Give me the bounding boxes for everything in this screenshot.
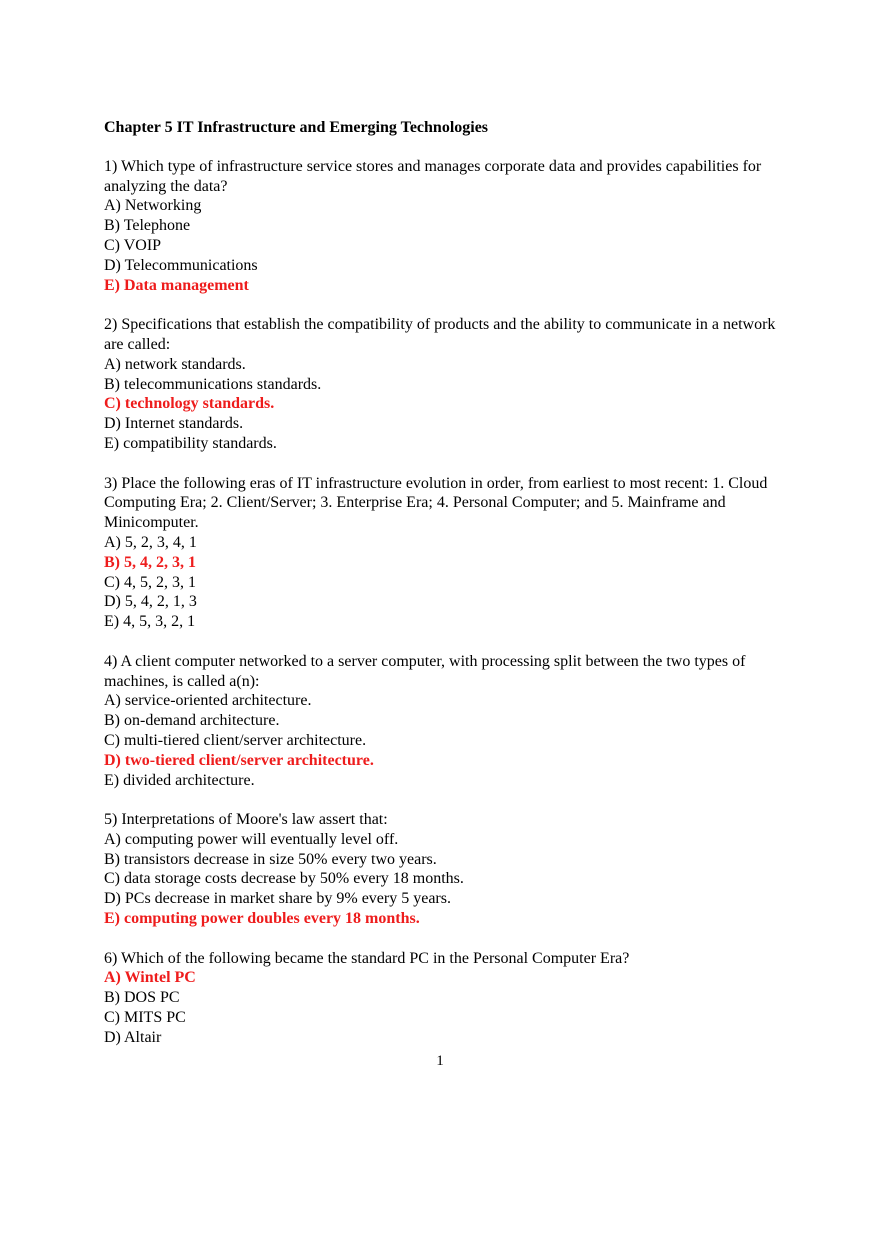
- answer-option: B) Telephone: [104, 217, 191, 235]
- question-text: 4) A client computer networked to a server computer, with processing split between the two types of machines, is called a(n):: [104, 652, 746, 690]
- answer-option: A) computing power will eventually level off.: [104, 830, 399, 848]
- answer-option: D) Altair: [104, 1028, 162, 1046]
- answer-option: A) 5, 2, 3, 4, 1: [104, 533, 197, 551]
- question-block: [104, 474, 784, 632]
- answer-option: E) divided architecture.: [104, 771, 255, 789]
- answer-option: A) service-oriented architecture.: [104, 692, 312, 710]
- answer-option: C) data storage costs decrease by 50% every 18 months.: [104, 870, 464, 888]
- answer-option: C) multi-tiered client/server architecture.: [104, 731, 367, 749]
- answer-option: E) compatibility standards.: [104, 434, 277, 452]
- answer-option-correct: C) technology standards.: [104, 395, 275, 413]
- answer-option: E) 4, 5, 3, 2, 1: [104, 613, 196, 631]
- question-text: 6) Which of the following became the standard PC in the Personal Computer Era?: [104, 949, 630, 967]
- answer-option: A) network standards.: [104, 355, 246, 373]
- answer-option-correct: E) Data management: [104, 276, 249, 294]
- answer-option: D) Internet standards.: [104, 415, 244, 433]
- question-block: [104, 949, 784, 1048]
- question-block: [104, 810, 784, 929]
- question-text: 1) Which type of infrastructure service stores and manages corporate data and provides capabilities for analyzing the data?: [104, 157, 762, 195]
- chapter-title: Chapter 5 IT Infrastructure and Emerging Technologies: [104, 119, 489, 136]
- answer-option: B) telecommunications standards.: [104, 375, 322, 393]
- answer-option: B) on-demand architecture.: [104, 712, 280, 730]
- answer-option: C) VOIP: [104, 236, 162, 254]
- answer-option: B) DOS PC: [104, 989, 180, 1007]
- answer-option-correct: B) 5, 4, 2, 3, 1: [104, 553, 196, 571]
- question-text: 5) Interpretations of Moore's law assert that:: [104, 811, 388, 829]
- answer-option: C) 4, 5, 2, 3, 1: [104, 573, 196, 591]
- answer-option: D) PCs decrease in market share by 9% every 5 years.: [104, 890, 451, 908]
- document-page: [104, 118, 784, 1067]
- question-block: [104, 157, 784, 296]
- question-text: 3) Place the following eras of IT infrastructure evolution in order, from earliest to most recent: 1. Cloud Computing Era; 2. Client/Server; 3. Enterprise Era; 4. Personal Computer; and 5. Mainframe and Minicomputer.: [104, 474, 768, 532]
- answer-option: C) MITS PC: [104, 1009, 186, 1027]
- answer-option-correct: D) two-tiered client/server architecture.: [104, 751, 374, 769]
- question-text: 2) Specifications that establish the compatibility of products and the ability to communicate in a network are called:: [104, 316, 776, 353]
- answer-option: A) Networking: [104, 197, 202, 215]
- answer-option-correct: A) Wintel PC: [104, 969, 196, 987]
- answer-option: D) Telecommunications: [104, 256, 258, 274]
- answer-option: D) 5, 4, 2, 1, 3: [104, 593, 197, 611]
- question-block: [104, 315, 784, 454]
- answer-option-correct: E) computing power doubles every 18 months.: [104, 910, 420, 928]
- question-block: [104, 652, 784, 791]
- page-number: 1: [436, 1053, 444, 1069]
- question-list: [104, 157, 784, 1048]
- answer-option: B) transistors decrease in size 50% every two years.: [104, 850, 437, 868]
